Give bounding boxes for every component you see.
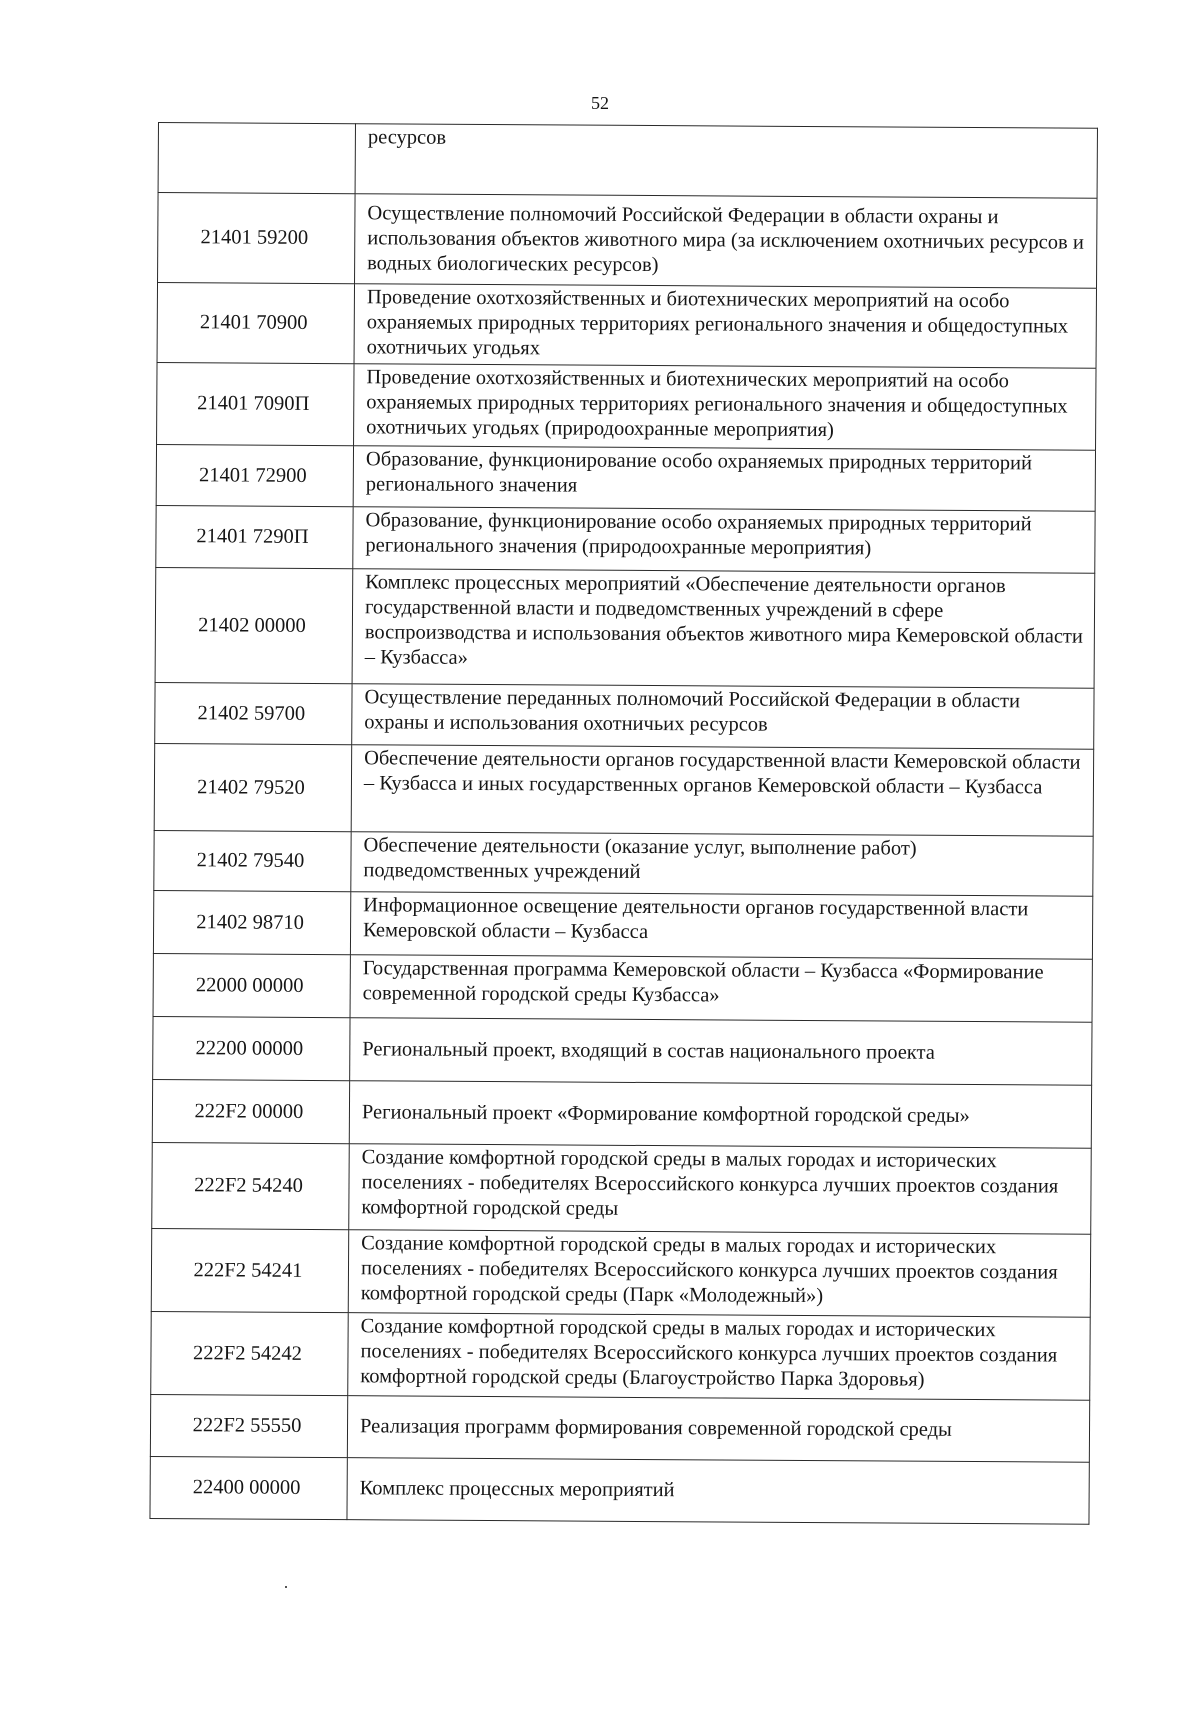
code-cell: 21401 7090П	[157, 362, 354, 445]
table-row	[152, 1142, 1092, 1234]
description-cell: ресурсов	[355, 124, 1097, 199]
table-row	[150, 1456, 1089, 1524]
table-row	[153, 1016, 1092, 1085]
code-cell: 21402 79540	[154, 830, 351, 891]
code-cell: 21401 7290П	[156, 505, 353, 568]
code-cell: 222F2 54242	[151, 1311, 349, 1395]
description-cell: Создание комфортной городской среды в малых городах и исторических поселениях - победителях Всероссийского конкурса лучших проектов создания комфортной городской среды (Парк «Молодежный»)	[348, 1230, 1090, 1318]
description-cell: Проведение охотхозяйственных и биотехнических мероприятий на особо охраняемых природных территориях регионального значения и общедоступных охотничьих угодьях	[354, 284, 1096, 369]
description-cell: Региональный проект, входящий в состав национального проекта	[350, 1018, 1092, 1086]
code-cell: 21401 70900	[157, 283, 354, 364]
table-row	[153, 953, 1092, 1022]
table-row	[158, 123, 1097, 199]
description-cell: Государственная программа Кемеровской области – Кузбасса «Формирование современной городской среды Кузбасса»	[350, 955, 1092, 1023]
description-cell: Создание комфортной городской среды в малых городах и исторических поселениях - победителях Всероссийского конкурса лучших проектов создания комфортной городской среды	[349, 1144, 1092, 1235]
table-row	[151, 1228, 1090, 1317]
code-cell: 21401 72900	[156, 444, 353, 506]
table-row	[154, 743, 1094, 836]
code-cell: 22000 00000	[153, 953, 350, 1017]
code-cell: 21402 59700	[155, 682, 352, 744]
table-row	[155, 682, 1094, 749]
description-cell: Образование, функционирование особо охраняемых природных территорий регионального значения	[353, 446, 1095, 512]
description-cell: Проведение охотхозяйственных и биотехнических мероприятий на особо охраняемых природных территориях регионального значения и общедоступных охотничьих угодьях (природоохранные мероприятия)	[354, 364, 1096, 451]
table-row	[156, 505, 1095, 573]
table-row	[157, 362, 1096, 450]
budget-code-table	[149, 122, 1098, 1525]
table-row	[152, 1079, 1091, 1148]
code-cell: 22400 00000	[150, 1456, 347, 1519]
scan-speck	[285, 1586, 287, 1588]
table-row	[156, 444, 1095, 511]
description-cell: Образование, функционирование особо охраняемых природных территорий регионального значения (природоохранные мероприятия)	[353, 507, 1095, 574]
table-row	[153, 890, 1092, 959]
description-cell: Осуществление переданных полномочий Российской Федерации в области охраны и использования охотничьих ресурсов	[352, 684, 1094, 750]
code-cell: 222F2 00000	[152, 1079, 349, 1143]
table-row	[150, 1394, 1089, 1462]
code-cell: 21402 79520	[154, 743, 352, 831]
code-cell: 21402 98710	[153, 890, 350, 954]
description-cell: Комплекс процессных мероприятий	[347, 1458, 1089, 1525]
code-cell: 222F2 54240	[152, 1142, 350, 1229]
table-row	[155, 567, 1095, 688]
code-cell: 21401 59200	[158, 193, 356, 284]
code-cell: 21402 00000	[155, 567, 353, 683]
code-cell: 222F2 55550	[150, 1394, 347, 1457]
description-cell: Региональный проект «Формирование комфортной городской среды»	[349, 1081, 1091, 1149]
table-row	[158, 193, 1098, 289]
code-cell: 222F2 54241	[151, 1228, 349, 1312]
table-row	[154, 830, 1093, 896]
code-cell: 22200 00000	[153, 1016, 350, 1080]
description-cell: Создание комфортной городской среды в малых городах и исторических поселениях - победителях Всероссийского конкурса лучших проектов создания комфортной городской среды (Благоустройство Парка Здоровья)	[348, 1313, 1090, 1401]
table-row	[151, 1311, 1090, 1400]
code-cell	[158, 123, 355, 194]
description-cell: Информационное освещение деятельности органов государственной власти Кемеровской области – Кузбасса	[350, 892, 1092, 960]
description-cell: Комплекс процессных мероприятий «Обеспечение деятельности органов государственной власти и подведомственных учреждений в сфере воспроизводства и использования объектов животного мира Кемеровской области – Кузбасса»	[352, 569, 1095, 689]
description-cell: Обеспечение деятельности органов государственной власти Кемеровской области – Кузбасса и иных государственных органов Кемеровской области – Кузбасса	[351, 745, 1094, 837]
page-number: 52	[591, 93, 609, 113]
description-cell: Обеспечение деятельности (оказание услуг, выполнение работ) подведомственных учреждений	[351, 832, 1093, 897]
description-cell: Осуществление полномочий Российской Федерации в области охраны и использования объектов животного мира (за исключением охотничьих ресурсов и водных биологических ресурсов)	[355, 194, 1098, 289]
table-row	[157, 283, 1096, 369]
description-cell: Реализация программ формирования современной городской среды	[347, 1396, 1089, 1463]
